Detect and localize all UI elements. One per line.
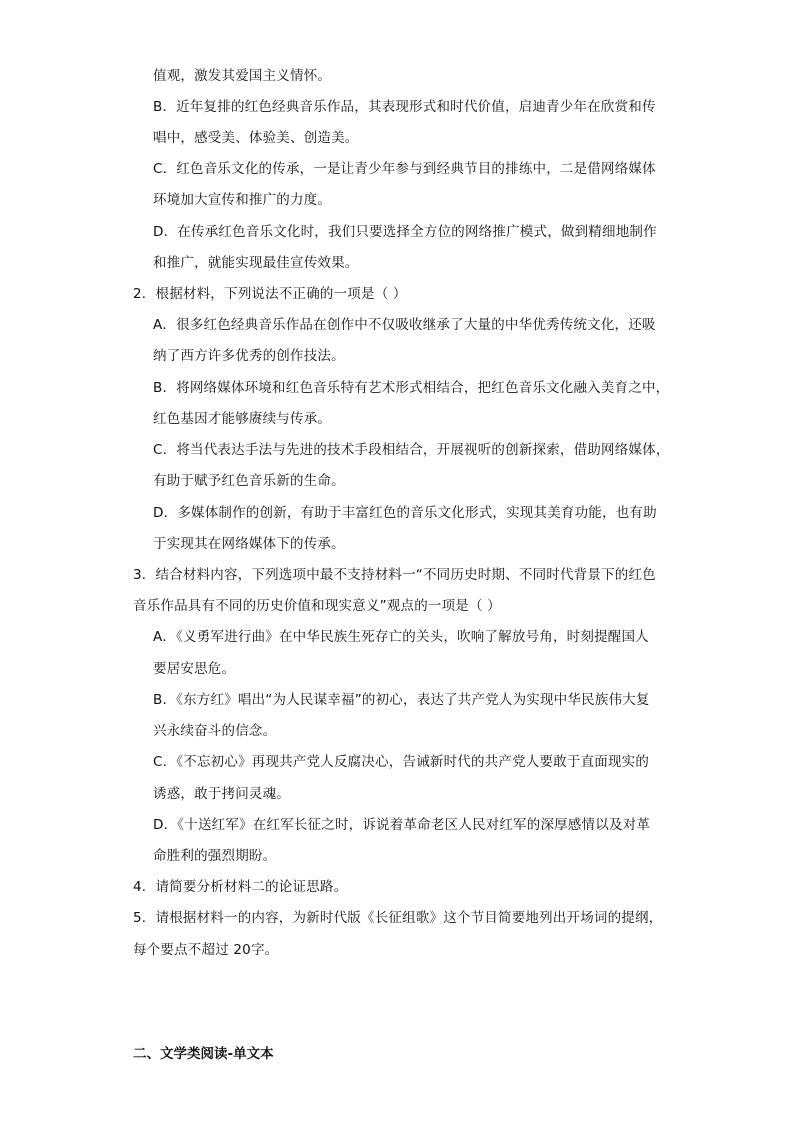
q2-option-c-line2: 有助于赋予红色音乐新的生命。 [153,473,345,489]
q3-option-c-line1: C．《不忘初心》再现共产党人反腐决心，告诫新时代的共产党人要敢于直面现实的 [153,754,650,770]
q4-stem: 4．请简要分析材料二的论证思路。 [133,879,348,895]
q5-stem-line2: 每个要点不超过 20字。 [133,942,279,958]
q2-option-d-line1: D．多媒体制作的创新，有助于丰富红色的音乐文化形式，实现其美育功能，也有助 [153,505,657,521]
q1-option-c-line1: C．红色音乐文化的传承，一是让青少年参与到经典节目的排练中，二是借网络媒体 [153,161,656,177]
q2-option-c-line1: C．将当代表达手法与先进的技术手段相结合，开展视听的创新探索，借助网络媒体， [153,442,670,458]
q1-option-b-line2: 唱中，感受美、体验美、创造美。 [153,130,359,146]
q3-option-b-line1: B．《东方红》唱出“为人民谋幸福”的初心，表达了共产党人为实现中华民族伟大复 [153,692,650,708]
q1-option-d-line2: 和推广，就能实现最佳宣传效果。 [153,255,359,271]
q3-option-a-line2: 要居安思危。 [153,661,236,677]
q2-stem: 2．根据材料，下列说法不正确的一项是（ ） [133,286,407,302]
q2-option-b-line2: 红色基因才能够赓续与传承。 [153,411,332,427]
q2-option-a-line1: A．很多红色经典音乐作品在创作中不仅吸收继承了大量的中华优秀传统文化，还吸 [153,317,656,333]
q5-stem-line1: 5．请根据材料一的内容，为新时代版《长征组歌》这个节目简要地列出开场词的提纲， [133,910,663,926]
section-heading: 二、文学类阅读-单文本 [133,1046,274,1062]
q1-option-b-line1: B．近年复排的红色经典音乐作品，其表现形式和时代价值，启迪青少年在欣赏和传 [153,99,656,115]
q3-option-a-line1: A．《义勇军进行曲》在中华民族生死存亡的关头，吹响了解放号角，时刻提醒国人 [153,629,649,645]
q3-option-d-line2: 命胜利的强烈期盼。 [153,848,277,864]
q2-option-a-line2: 纳了西方许多优秀的创作技法。 [153,348,345,364]
q1-option-c-line2: 环境加大宣传和推广的力度。 [153,192,332,208]
q1-option-a-continuation: 值观，激发其爱国主义情怀。 [153,68,332,84]
q2-option-b-line1: B．将网络媒体环境和红色音乐特有艺术形式相结合，把红色音乐文化融入美育之中， [153,380,670,396]
q3-option-b-line2: 兴永续奋斗的信念。 [153,723,277,739]
q3-option-c-line2: 诱惑，敢于拷问灵魂。 [153,786,290,802]
q3-option-d-line1: D．《十送红军》在红军长征之时，诉说着革命老区人民对红军的深厚感情以及对革 [153,817,651,833]
q1-option-d-line1: D．在传承红色音乐文化时，我们只要选择全方位的网络推广模式，做到精细地制作 [153,224,657,240]
q3-stem-line2: 音乐作品具有不同的历史价值和现实意义”观点的一项是（ ） [133,598,501,614]
q3-stem-line1: 3．结合材料内容，下列选项中最不支持材料一“不同历史时期、不同时代背景下的红色 [133,567,656,583]
q2-option-d-line2: 于实现其在网络媒体下的传承。 [153,536,345,552]
